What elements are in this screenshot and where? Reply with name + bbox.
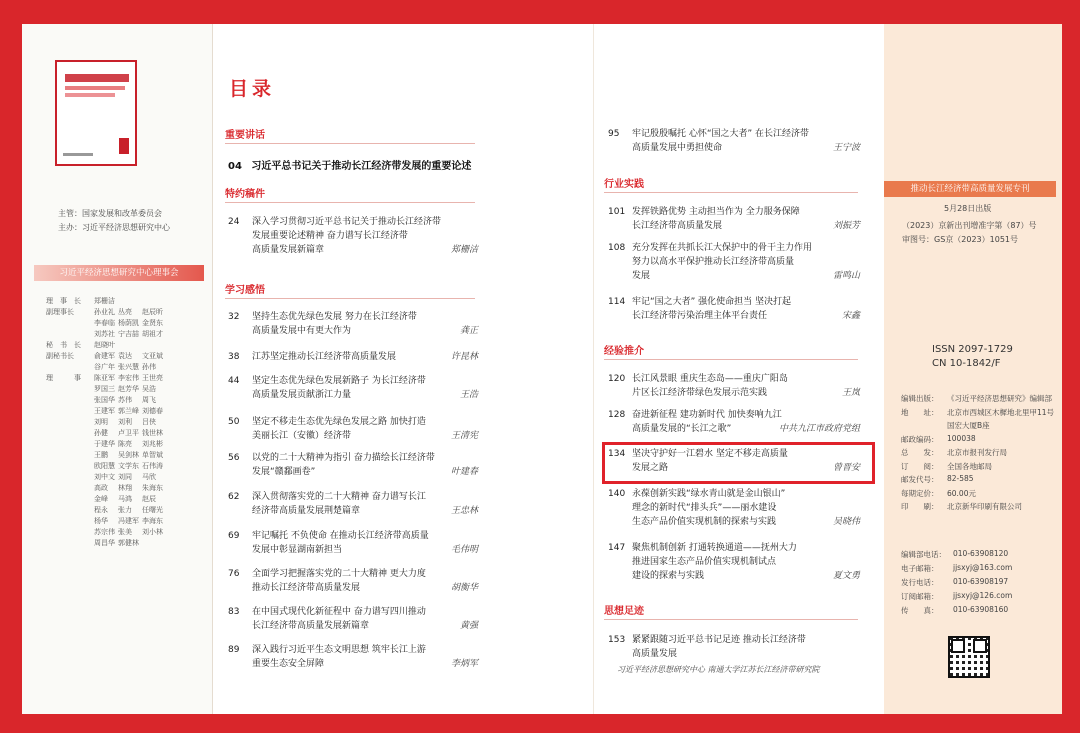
member-row (46, 395, 206, 406)
member-name: 陈亮 (118, 440, 132, 448)
member-row (46, 439, 206, 450)
sponsor-host: 主管：国家发展和改革委员会 (58, 209, 162, 218)
license-2: 审图号：GS京（2023）1051号 (902, 235, 1018, 244)
member-row (46, 384, 206, 395)
member-row (46, 483, 206, 494)
member-role (46, 483, 94, 494)
member-name: 朱海东 (142, 484, 163, 492)
member-row (46, 417, 206, 428)
section-heading: 学习感悟 (225, 284, 475, 299)
member-role (46, 417, 94, 428)
member-name: 罗国三 (94, 385, 115, 393)
contact-label: 电子邮箱： (901, 564, 939, 573)
member-name (142, 296, 166, 307)
info-value: 100038 (947, 433, 976, 443)
member-row (46, 450, 206, 461)
member-name: 陈亚军 (94, 374, 115, 382)
entry-page: 114 (608, 297, 626, 307)
toc-entry (228, 490, 478, 518)
toc-entry (608, 633, 860, 661)
entry-title: 长江风景眼 重庆生态岛——重庆广阳岛 片区长江经济带绿色发展示范实践 (632, 374, 788, 398)
member-row (46, 307, 206, 318)
member-name: 赵晓叶 (94, 341, 115, 349)
info-value: 北京新华印刷有限公司 (947, 502, 1022, 511)
entry-page: 38 (228, 352, 240, 362)
member-name: 任曙光 (142, 506, 163, 514)
contact-row (901, 563, 1056, 574)
toc-entry (608, 241, 860, 283)
entry-title: 坚定不移走生态优先绿色发展之路 加快打造 美丽长江（安徽）经济带 (252, 417, 426, 441)
member-role (46, 384, 94, 395)
entry-page: 04 (228, 161, 242, 172)
section-heading: 重要讲话 (225, 129, 475, 144)
member-name: 谷广年 (94, 363, 115, 371)
member-name: 俞建军 (94, 352, 115, 360)
member-role (46, 516, 94, 527)
info-label: 地 址： (901, 407, 939, 417)
member-name: 张国华 (94, 396, 115, 404)
member-name: 周昌华 (94, 539, 115, 547)
contact-value: 010-63908120 (953, 549, 1009, 558)
info-value: 《习近平经济思想研究》编辑部 (947, 394, 1052, 403)
member-name: 郭兰峰 (118, 407, 139, 415)
member-role: 理 事 (46, 374, 81, 382)
member-name: 文亚斌 (142, 352, 163, 360)
member-row (46, 296, 206, 307)
member-row (46, 318, 206, 329)
member-name: 苏伟 (118, 396, 132, 404)
member-role (46, 406, 94, 417)
member-role (46, 428, 94, 439)
member-row (46, 494, 206, 505)
entry-author: 王浩 (459, 390, 478, 400)
entry-title: 坚定生态优先绿色发展新路子 为长江经济带 高质量发展贡献浙江力量 (252, 376, 426, 400)
info-value: 北京市西城区木樨地北里甲11号 (947, 407, 1055, 417)
section-heading: 行业实践 (604, 178, 858, 193)
contact-value: 010-63908160 (953, 605, 1009, 614)
entry-page: 128 (608, 410, 626, 420)
toc-entry (608, 295, 860, 323)
contact-value: 010-63908197 (953, 577, 1009, 586)
info-value: 北京市报刊发行局 (947, 448, 1007, 457)
entry-author: 王忠林 (450, 506, 478, 516)
member-name: 李海东 (142, 517, 163, 525)
member-row (46, 428, 206, 439)
member-name: 苏宗伟 (94, 528, 115, 536)
member-role (46, 472, 94, 483)
entry-page: 140 (608, 489, 626, 499)
member-row (46, 329, 206, 340)
entry-title: 深入学习贯彻习近平总书记关于推动长江经济带 发展重要论述精神 奋力谱写长江经济带 高质量发展新篇章 (252, 217, 442, 255)
member-row (46, 505, 206, 516)
member-name: 欧阳慧 (94, 462, 115, 470)
member-name: 郑栅洁 (94, 297, 115, 305)
entry-page: 69 (228, 531, 240, 541)
contact-value: jjsxyj@126.com (953, 591, 1013, 600)
license-1: （2023）京新出刊增准字第（87）号 (902, 221, 1037, 230)
column-divider (593, 24, 594, 714)
member-row (46, 340, 206, 351)
member-name: 王世亮 (142, 374, 163, 382)
member-role (46, 494, 94, 505)
member-name: 林翔 (118, 484, 132, 492)
member-name: 吴浩 (142, 385, 156, 393)
entry-page: 134 (608, 449, 626, 459)
entry-author: 王宁波 (832, 143, 860, 153)
member-role: 理 事 长 (46, 297, 81, 305)
info-label (901, 420, 947, 431)
member-name: 冯建军 (118, 517, 139, 525)
entry-page: 83 (228, 607, 240, 617)
entry-author: 中共九江市政府党组 (778, 424, 860, 434)
member-role (46, 318, 94, 329)
entry-title: 发挥铁路优势 主动担当作为 全力服务保障 长江经济带高质量发展 (632, 207, 800, 231)
toc-entry (228, 529, 478, 557)
member-row (46, 527, 206, 538)
member-name (142, 340, 166, 351)
member-name: 刘利 (118, 418, 132, 426)
member-name: 高政 (94, 484, 108, 492)
entry-author: 雷鸣山 (832, 271, 860, 281)
contact-value: jjsxyj@163.com (953, 563, 1013, 572)
member-name: 金贤东 (142, 319, 163, 327)
entry-page: 153 (608, 635, 626, 645)
member-row (46, 472, 206, 483)
member-name: 袁达 (118, 352, 132, 360)
contact-row (901, 591, 1056, 602)
member-role (46, 505, 94, 516)
member-name: 张美 (118, 528, 132, 536)
contact-label: 传 真： (901, 606, 939, 615)
member-name: 王建军 (94, 407, 115, 415)
contact-label: 编辑部电话： (901, 550, 946, 559)
member-name (118, 296, 142, 307)
entry-title: 充分发挥在共抓长江大保护中的骨干主力作用 努力以高水平保护推动长江经济带高质量 发展 (632, 243, 813, 281)
entry-author: 黄强 (459, 621, 478, 631)
member-name: 石伟涛 (142, 462, 163, 470)
member-name: 刘明 (94, 418, 108, 426)
member-name: 丛亮 (118, 308, 132, 316)
entry-page: 50 (228, 417, 240, 427)
contact-row (901, 577, 1056, 588)
member-name: 孙伟 (142, 363, 156, 371)
toc-entry (228, 310, 478, 338)
member-name: 钱世林 (142, 429, 163, 437)
entry-title: 以党的二十大精神为指引 奋力描绘长江经济带 发展“赣鄱画卷” (252, 453, 435, 477)
council-title: 习近平经济思想研究中心理事会 (34, 265, 204, 281)
member-role (46, 395, 94, 406)
entry-title: 江苏坚定推动长江经济带高质量发展 (252, 352, 397, 362)
entry-author: 郑栅洁 (450, 245, 478, 255)
entry-title: 奋进新征程 建功新时代 加快奏响九江 高质量发展的“长江之歌” (632, 410, 782, 434)
member-role (46, 461, 94, 472)
toc-entry (228, 643, 478, 671)
issn-block (932, 343, 1013, 371)
info-row (901, 461, 1056, 472)
member-name: 金峰 (94, 495, 108, 503)
member-name: 孙业礼 (94, 308, 115, 316)
member-name: 程永 (94, 506, 108, 514)
section-heading: 思想足迹 (604, 605, 858, 620)
member-name: 郭健林 (118, 539, 139, 547)
member-name: 卢卫平 (118, 429, 139, 437)
toc-title: 目录 (229, 78, 276, 100)
member-name: 单智斌 (142, 451, 163, 459)
info-row (901, 447, 1056, 458)
member-row (46, 461, 206, 472)
entry-author: 龚正 (459, 326, 478, 336)
sponsor-run: 主办：习近平经济思想研究中心 (58, 223, 170, 232)
footer-credit: 习近平经济思想研究中心 南通大学江苏长江经济带研究院 (617, 665, 820, 674)
member-name: 刘苏社 (94, 330, 115, 338)
section-heading: 经验推介 (604, 345, 858, 360)
toc-entry (608, 408, 860, 436)
entry-title: 永葆创新实践“绿水青山就是金山银山” 理念的新时代“排头兵”——丽水建设 生态产品价值实现机制的探索与实践 (632, 489, 786, 527)
entry-author: 毛伟明 (450, 545, 478, 555)
member-name: 刘德春 (142, 407, 163, 415)
entry-page: 101 (608, 207, 626, 217)
entry-title: 牢记嘱托 不负使命 在推动长江经济带高质量 发展中彰显湖南新担当 (252, 531, 429, 555)
member-role: 副秘书长 (46, 352, 74, 360)
member-name (142, 538, 166, 549)
entry-page: 44 (228, 376, 240, 386)
toc-entry (608, 205, 860, 233)
lead-entry (228, 157, 478, 172)
member-name: 杨华 (94, 517, 108, 525)
member-role (46, 538, 94, 549)
member-row (46, 373, 206, 384)
member-row (46, 538, 206, 549)
entry-title: 深入践行习近平生态文明思想 筑牢长江上游 重要生态安全屏障 (252, 645, 426, 669)
toc-entry (608, 487, 860, 529)
entry-title: 坚持生态优先绿色发展 努力在长江经济带 高质量发展中有更大作为 (252, 312, 417, 336)
entry-page: 95 (608, 129, 620, 139)
entry-title: 聚焦机制创新 打通转换通道——抚州大力 推进国家生态产品价值实现机制试点 建设的探索与实践 (632, 543, 797, 581)
member-name: 李春临 (94, 319, 115, 327)
entry-page: 76 (228, 569, 240, 579)
entry-title: 紧紧跟随习近平总书记足迹 推动长江经济带 高质量发展 (632, 635, 806, 659)
info-row (901, 501, 1056, 512)
toc-entry (228, 215, 478, 257)
entry-author: 宋鑫 (841, 311, 860, 321)
member-name: 赵芳华 (118, 385, 139, 393)
toc-entry (608, 541, 860, 583)
member-name: 胡祖才 (142, 330, 163, 338)
issue-date: 5月28日出版 (944, 204, 992, 213)
info-label: 每期定价： (901, 488, 939, 498)
info-row (901, 474, 1056, 485)
toc-entry (608, 127, 860, 155)
member-role: 副理事长 (46, 308, 74, 316)
member-name: 杨荫凯 (118, 319, 139, 327)
contact-label: 发行电话： (901, 578, 939, 587)
entry-author: 曾晋安 (832, 463, 860, 473)
entry-page: 32 (228, 312, 240, 322)
entry-author: 许昆林 (450, 352, 478, 362)
highlight-box (602, 442, 875, 484)
contact-row (901, 605, 1056, 616)
member-name: 周飞 (142, 396, 156, 404)
toc-entry (228, 605, 478, 633)
toc-entry (228, 374, 478, 402)
contact-label: 订阅邮箱： (901, 592, 939, 601)
entry-title: 牢记殷殷嘱托 心怀“国之大者” 在长江经济带 高质量发展中勇担使命 (632, 129, 810, 153)
member-name: 宁吉喆 (118, 330, 139, 338)
member-row (46, 406, 206, 417)
member-role (46, 329, 94, 340)
info-label: 邮发代号： (901, 475, 939, 484)
entry-page: 147 (608, 543, 626, 553)
cn-number: CN 10-1842/F (932, 358, 1001, 369)
info-label: 总 发： (901, 448, 939, 457)
info-label: 编辑出版： (901, 394, 939, 403)
entry-title: 在中国式现代化新征程中 奋力谱写四川推动 长江经济带高质量发展新篇章 (252, 607, 426, 631)
member-name: 吴剑林 (118, 451, 139, 459)
info-value: 全国各地邮局 (947, 461, 992, 471)
info-row (901, 407, 1056, 418)
member-name: 文学东 (118, 462, 139, 470)
member-name: 赵辰 (142, 495, 156, 503)
entry-author: 夏文勇 (832, 571, 860, 581)
entry-page: 62 (228, 492, 240, 502)
member-row (46, 516, 206, 527)
toc-entry (608, 372, 860, 400)
member-role: 秘 书 长 (46, 341, 81, 349)
member-row (46, 362, 206, 373)
info-row (901, 488, 1056, 499)
member-name: 赵辰昕 (142, 308, 163, 316)
toc-entry (228, 350, 478, 364)
qr-code-icon (948, 636, 990, 678)
entry-title: 坚决守护好一江碧水 坚定不移走高质量 发展之路 (632, 449, 788, 473)
section-heading: 特约稿件 (225, 188, 475, 203)
member-name: 刘小林 (142, 528, 163, 536)
member-name: 马欣 (142, 473, 156, 481)
member-name: 李宏伟 (118, 374, 139, 382)
member-role (46, 450, 94, 461)
entry-author: 胡衡华 (450, 583, 478, 593)
member-role (46, 439, 94, 450)
entry-page: 89 (228, 645, 240, 655)
info-row (901, 434, 1056, 445)
entry-page: 120 (608, 374, 626, 384)
info-row (901, 393, 1056, 404)
member-name: 刘中文 (94, 473, 115, 481)
member-name: 马鸿 (118, 495, 132, 503)
cover-thumbnail (55, 60, 137, 166)
contact-row (901, 549, 1056, 560)
entry-title: 牢记“国之大者” 强化使命担当 坚决打起 长江经济带污染治理主体平台责任 (632, 297, 792, 321)
issn: ISSN 2097-1729 (932, 344, 1013, 355)
entry-author: 王岚 (841, 388, 860, 398)
entry-page: 56 (228, 453, 240, 463)
member-name (118, 340, 142, 351)
info-label: 印 刷： (901, 502, 939, 511)
member-name: 张兴慧 (118, 363, 139, 371)
entry-title: 习近平总书记关于推动长江经济带发展的重要论述 (251, 161, 472, 172)
entry-author: 刘振芳 (832, 221, 860, 231)
info-value: 60.00元 (947, 488, 976, 498)
member-name: 张力 (118, 506, 132, 514)
info-label: 订 阅： (901, 461, 939, 471)
column-divider (212, 24, 213, 714)
entry-title: 全面学习把握落实党的二十大精神 更大力度 推动长江经济带高质量发展 (252, 569, 426, 593)
info-value: 82-585 (947, 474, 974, 483)
member-role (46, 527, 94, 538)
member-name: 刘同 (118, 473, 132, 481)
entry-page: 24 (228, 217, 240, 227)
entry-page: 108 (608, 243, 626, 253)
entry-title: 深入贯彻落实党的二十大精神 奋力谱写长江 经济带高质量发展荆楚篇章 (252, 492, 426, 516)
info-value: 国宏大厦B座 (947, 421, 990, 430)
council-members (46, 296, 206, 549)
info-row (901, 420, 1056, 431)
member-role (46, 362, 94, 373)
member-name: 于建华 (94, 440, 115, 448)
toc-entry (228, 451, 478, 479)
info-label: 邮政编码： (901, 434, 939, 444)
member-name: 孙健 (94, 429, 108, 437)
member-name: 吕侠 (142, 418, 156, 426)
member-row (46, 351, 206, 362)
special-issue-band: 推动长江经济带高质量发展专刊 (884, 181, 1056, 197)
entry-author: 王清宪 (450, 431, 478, 441)
entry-author: 李炳军 (450, 659, 478, 669)
member-name: 王鹏 (94, 451, 108, 459)
toc-entry (228, 415, 478, 443)
entry-author: 吴晓伟 (832, 517, 860, 527)
toc-entry (228, 567, 478, 595)
entry-author: 叶建春 (450, 467, 478, 477)
member-name: 刘兆彬 (142, 440, 163, 448)
